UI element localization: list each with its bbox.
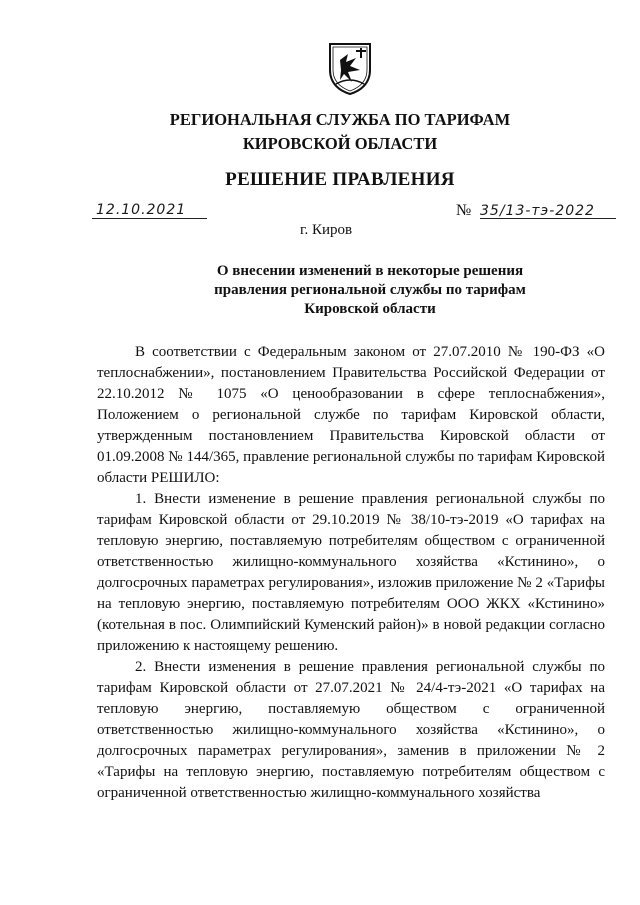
city: г. Киров — [300, 222, 353, 238]
decision-number-value: 35/13-тэ-2022 — [480, 203, 595, 219]
document-body — [97, 342, 605, 804]
agency-name-line2: КИРОВСКОЙ ОБЛАСТИ — [242, 134, 438, 153]
kirov-coat-of-arms-icon — [326, 40, 374, 96]
decision-date-value: 12.10.2021 — [96, 202, 187, 218]
decision-number — [456, 200, 616, 224]
decision-date — [92, 202, 207, 224]
number-underline — [480, 218, 616, 219]
agency-name — [0, 108, 640, 156]
clause-2-paragraph: 2. Внести изменения в решение правления региональной службы по тарифам Кировской области от 27.07.2021 № 24/4-тэ-2021 «О тарифах на тепловую энергию, поставляемую обществом с ограниченной ответственностью жилищно-коммунального хозяйства «Кстинино», о долгосрочных параметрах регулирования», заменив в приложении № 2 «Тарифы на тепловую энергию, поставляемую потребителям обществом с ограниченной ответственностью жилищно-коммунального хозяйства — [97, 659, 605, 801]
clause-1-paragraph: 1. Внести изменение в решение правления региональной службы по тарифам Кировской области от 29.10.2019 № 38/10-тэ-2019 «О тарифах на тепловую энергию, поставляемую потребителям обществом с ограниченной ответственностью жилищно-коммунального хозяйства «Кстинино», о долгосрочных параметрах регулирования», изложив приложение № 2 «Тарифы на тепловую энергию, поставляемую потребителям ООО ЖКХ «Кстинино» (котельная в пос. Олимпийский Куменский район)» в новой редакции согласно приложению к настоящему решению. — [97, 491, 605, 654]
subject-line2: правления региональной службы по тарифам — [214, 282, 526, 298]
subject-line3: Кировской области — [304, 301, 436, 317]
decision-title: РЕШЕНИЕ ПРАВЛЕНИЯ — [225, 169, 455, 190]
subject-heading — [110, 262, 630, 319]
preamble-paragraph: В соответствии с Федеральным законом от 27.07.2010 № 190-ФЗ «О теплоснабжении», постановлением Правительства Российской Федерации от 22.10.2012 № 1075 «О ценообразовании в сфере теплоснабжения», Положением о региональной службе по тарифам Кировской области, утвержденным постановлением Правительства Кировской области от 01.09.2008 № 144/365, правление региональной службы по тарифам Кировской области РЕШИЛО: — [97, 344, 605, 486]
agency-name-line1: РЕГИОНАЛЬНАЯ СЛУЖБА ПО ТАРИФАМ — [169, 110, 511, 129]
date-underline — [92, 218, 207, 219]
number-sign: № — [456, 202, 472, 219]
subject-line1: О внесении изменений в некоторые решения — [216, 263, 524, 279]
